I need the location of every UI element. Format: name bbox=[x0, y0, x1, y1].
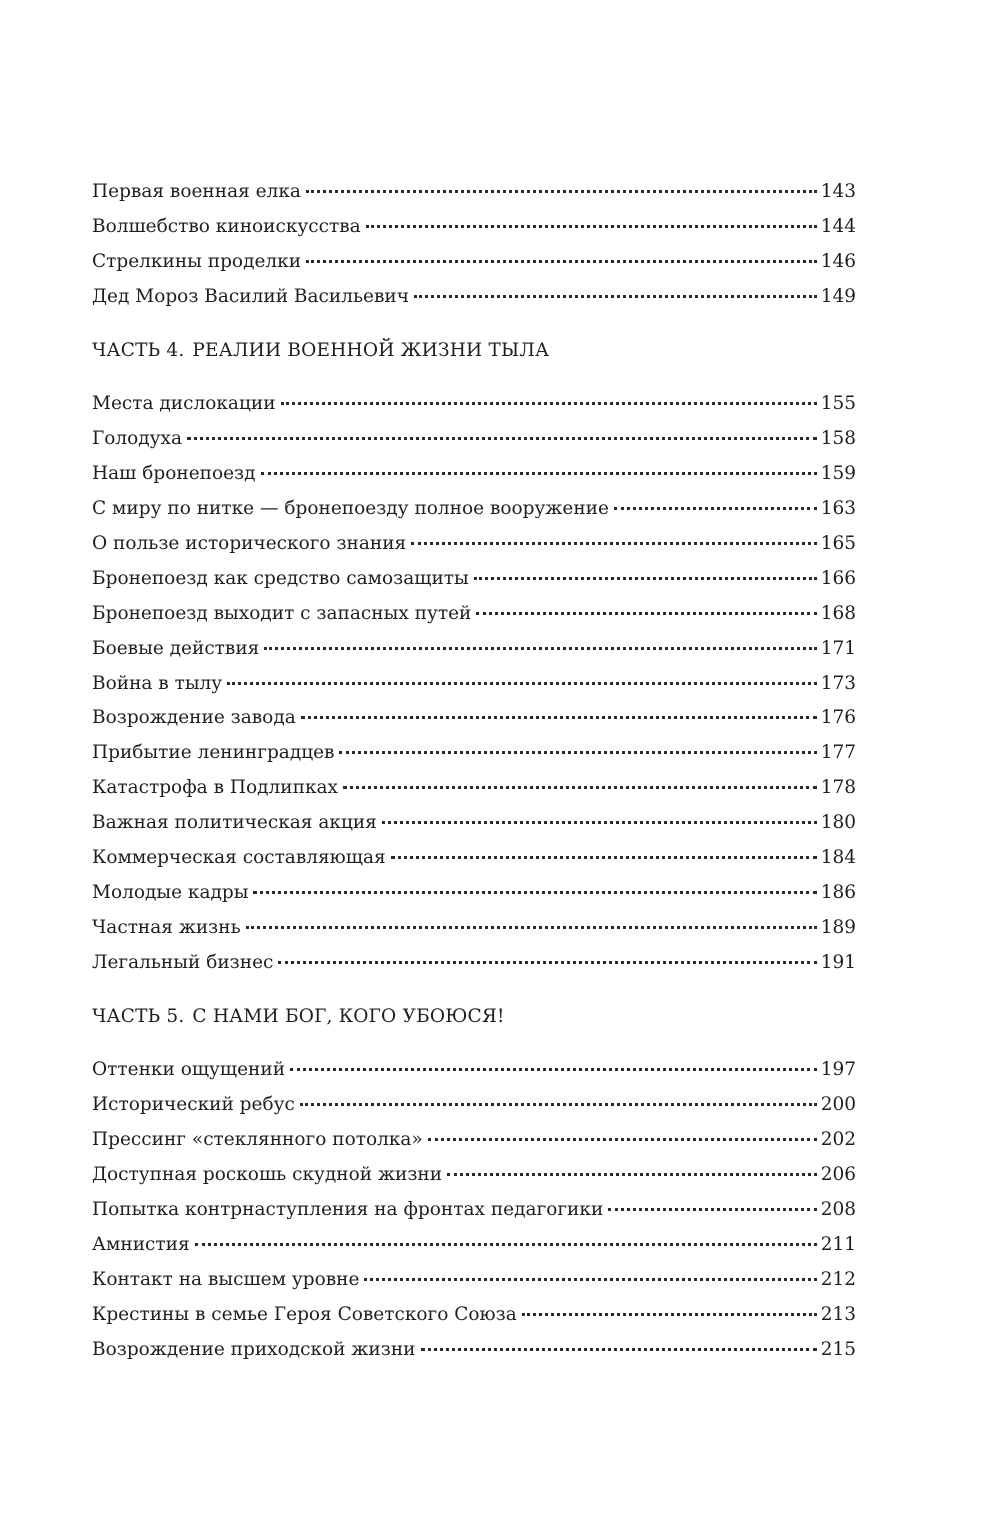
toc-entry bbox=[92, 597, 856, 632]
toc-entry-title: Бронепоезд выходит с запасных путей bbox=[92, 602, 472, 624]
toc-entry-page-number: 189 bbox=[820, 916, 856, 938]
dot-leader bbox=[614, 507, 817, 510]
toc-entry bbox=[92, 1228, 856, 1263]
toc-entry-page-number: 176 bbox=[820, 707, 856, 729]
toc-entry-page-number: 149 bbox=[820, 285, 856, 307]
toc-entry bbox=[92, 701, 856, 736]
dot-leader bbox=[343, 786, 817, 789]
dot-leader bbox=[476, 612, 816, 615]
toc-entry-page-number: 206 bbox=[820, 1164, 856, 1186]
toc-entry-page-number: 143 bbox=[820, 181, 856, 202]
part-heading bbox=[92, 334, 856, 369]
part-heading bbox=[92, 1000, 856, 1035]
toc-entry-title: Крестины в семье Героя Советского Союза bbox=[92, 1303, 517, 1325]
toc-entry bbox=[92, 841, 856, 876]
toc-entry-title: Легальный бизнес bbox=[92, 951, 274, 973]
dot-leader bbox=[281, 402, 817, 405]
part-title: С НАМИ БОГ, КОГО УБОЮСЯ! bbox=[192, 1005, 505, 1027]
dot-leader bbox=[366, 225, 817, 228]
dot-leader bbox=[428, 1138, 817, 1141]
toc-entry-title: Бронепоезд как средство самозащиты bbox=[92, 567, 469, 589]
toc-entry bbox=[92, 1263, 856, 1298]
toc-entry-title: Первая военная елка bbox=[92, 181, 301, 202]
dot-leader bbox=[195, 1243, 817, 1246]
dot-leader bbox=[306, 260, 817, 263]
toc-entry-page-number: 173 bbox=[820, 672, 856, 694]
toc-entry bbox=[92, 562, 856, 597]
toc-entry-page-number: 200 bbox=[820, 1094, 856, 1116]
toc-entry bbox=[92, 245, 856, 280]
dot-leader bbox=[278, 961, 816, 964]
toc-entry-title: Голодуха bbox=[92, 428, 183, 450]
toc-entry-title: Дед Мороз Василий Васильевич bbox=[92, 285, 409, 307]
toc-entry bbox=[92, 806, 856, 841]
dot-leader bbox=[227, 682, 816, 685]
toc-entry bbox=[92, 946, 856, 981]
toc-entry-page-number: 211 bbox=[820, 1233, 856, 1255]
toc-entry-title: Стрелкины проделки bbox=[92, 250, 302, 272]
toc-entry-title: Молодые кадры bbox=[92, 881, 249, 903]
toc-entry-title: Катастрофа в Подлипках bbox=[92, 777, 338, 799]
toc-entry-page-number: 178 bbox=[820, 777, 856, 799]
toc-entry-title: Возрождение приходской жизни bbox=[92, 1338, 416, 1360]
dot-leader bbox=[447, 1173, 817, 1176]
toc-entry bbox=[92, 771, 856, 806]
toc-entry bbox=[92, 911, 856, 946]
toc-entry bbox=[92, 1333, 856, 1368]
toc-entry bbox=[92, 736, 856, 771]
toc-entry-title: Боевые действия bbox=[92, 637, 260, 659]
toc-entry bbox=[92, 457, 856, 492]
dot-leader bbox=[261, 472, 817, 475]
toc-entry-title: Исторический ребус bbox=[92, 1094, 295, 1116]
dot-leader bbox=[246, 926, 817, 929]
dot-leader bbox=[414, 295, 817, 298]
toc-entry-title: Контакт на высшем уровне bbox=[92, 1268, 360, 1290]
dot-leader bbox=[264, 647, 816, 650]
toc-entry bbox=[92, 175, 856, 210]
toc-entry-page-number: 166 bbox=[820, 567, 856, 589]
dot-leader bbox=[391, 856, 817, 859]
part-title: РЕАЛИИ ВОЕННОЙ ЖИЗНИ ТЫЛА bbox=[192, 339, 550, 361]
toc-entry bbox=[92, 387, 856, 422]
toc-entry bbox=[92, 1088, 856, 1123]
toc-entry-page-number: 159 bbox=[820, 463, 856, 485]
toc-entry-title: Коммерческая составляющая bbox=[92, 847, 386, 869]
toc-entry-page-number: 163 bbox=[820, 498, 856, 520]
toc-entry-page-number: 180 bbox=[820, 812, 856, 834]
dot-leader bbox=[290, 1068, 817, 1071]
toc-entry-title: Доступная роскошь скудной жизни bbox=[92, 1164, 443, 1186]
toc-entry-page-number: 202 bbox=[820, 1129, 856, 1151]
toc-entry bbox=[92, 280, 856, 315]
toc-entry-page-number: 184 bbox=[820, 847, 856, 869]
toc-entry-page-number: 171 bbox=[820, 637, 856, 659]
toc-entry bbox=[92, 667, 856, 702]
dot-leader bbox=[253, 891, 816, 894]
toc-entry-title: Частная жизнь bbox=[92, 916, 241, 938]
toc-entry-page-number: 213 bbox=[820, 1303, 856, 1325]
toc-entry bbox=[92, 422, 856, 457]
toc-entry bbox=[92, 210, 856, 245]
table-of-contents bbox=[92, 175, 856, 1368]
part-label: ЧАСТЬ 4. bbox=[92, 339, 185, 361]
toc-entry-page-number: 144 bbox=[820, 215, 856, 237]
toc-entry-title: Оттенки ощущений bbox=[92, 1059, 286, 1081]
dot-leader bbox=[306, 190, 817, 193]
toc-entry-page-number: 212 bbox=[820, 1268, 856, 1290]
toc-entry bbox=[92, 492, 856, 527]
dot-leader bbox=[382, 821, 817, 824]
toc-entry-title: Амнистия bbox=[92, 1233, 190, 1255]
toc-entry-title: Прибытие ленинградцев bbox=[92, 742, 335, 764]
dot-leader bbox=[421, 1348, 817, 1351]
toc-entry-page-number: 158 bbox=[820, 428, 856, 450]
toc-entry-page-number: 186 bbox=[820, 881, 856, 903]
toc-entry-page-number: 191 bbox=[820, 951, 856, 973]
dot-leader bbox=[300, 1103, 817, 1106]
toc-entry-title: Волшебство киноискусства bbox=[92, 215, 361, 237]
dot-leader bbox=[522, 1313, 817, 1316]
toc-entry-page-number: 168 bbox=[820, 602, 856, 624]
toc-entry-page-number: 208 bbox=[820, 1199, 856, 1221]
toc-entry-title: Война в тылу bbox=[92, 672, 223, 694]
toc-entry bbox=[92, 632, 856, 667]
part-label: ЧАСТЬ 5. bbox=[92, 1005, 185, 1027]
toc-entry bbox=[92, 1158, 856, 1193]
toc-entry-title: О пользе исторического знания bbox=[92, 533, 407, 555]
toc-entry-page-number: 197 bbox=[820, 1059, 856, 1081]
toc-entry bbox=[92, 1053, 856, 1088]
toc-entry bbox=[92, 876, 856, 911]
toc-entry-title: Важная политическая акция bbox=[92, 812, 377, 834]
toc-entry-page-number: 146 bbox=[820, 250, 856, 272]
toc-entry-title: С миру по нитке — бронепоезду полное вооружение bbox=[92, 498, 609, 520]
dot-leader bbox=[364, 1278, 816, 1281]
toc-entry-title: Прессинг «стеклянного потолка» bbox=[92, 1129, 423, 1151]
dot-leader bbox=[301, 716, 817, 719]
dot-leader bbox=[608, 1208, 816, 1211]
toc-entry-title: Наш бронепоезд bbox=[92, 463, 256, 485]
toc-entry bbox=[92, 1193, 856, 1228]
toc-entry-title: Возрождение завода bbox=[92, 707, 296, 729]
toc-entry-page-number: 177 bbox=[820, 742, 856, 764]
toc-entry bbox=[92, 1123, 856, 1158]
dot-leader bbox=[187, 437, 817, 440]
toc-entry-title: Места дислокации bbox=[92, 393, 276, 415]
toc-entry-page-number: 155 bbox=[820, 393, 856, 415]
toc-entry-page-number: 215 bbox=[820, 1338, 856, 1360]
dot-leader bbox=[339, 751, 816, 754]
toc-entry bbox=[92, 1298, 856, 1333]
toc-entry-title: Попытка контрнаступления на фронтах педагогики bbox=[92, 1199, 604, 1221]
toc-entry bbox=[92, 527, 856, 562]
dot-leader bbox=[411, 542, 816, 545]
toc-entry-page-number: 165 bbox=[820, 533, 856, 555]
dot-leader bbox=[474, 577, 817, 580]
